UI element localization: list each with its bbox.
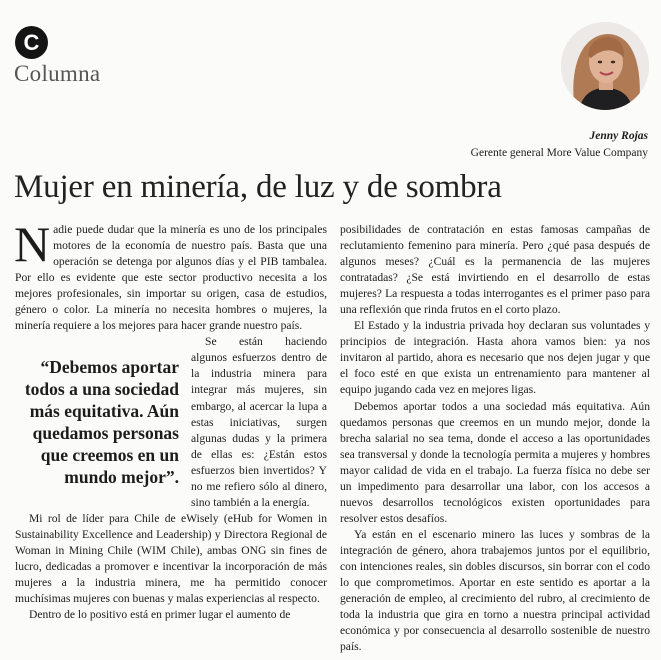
paragraph [14, 216, 327, 334]
paragraph: Mi rol de líder para Chile de eWisely (eHub for Women in Sustainability Excellence and Leadership) y Directora Regional de Woman in Mining Chile (WIM Chile), ambas ONG sin fines de lucro, dedicadas a promover e incentivar la incorporación de más mujeres a la industria minera, me ha permitido conocer muchísimas mujeres con buenas y malas experiencias al respecto. [15, 511, 327, 606]
paragraph: Ya están en el escenario minero las luces y sombras de la integración de género, ahora trabajemos juntos por el equilibrio, con intenciones reales, sin dobles discursos, sin borrar con el codo lo que comprometimos. Aportar en este sentido es aportar a la generación de empleo, al crecimiento del rubro, al crecimiento de toda la industria que gira en torno a nuestra principal actividad económica y por consecuencia al desarrollo sostenible de nuestro país. [340, 527, 650, 654]
paragraph: Debemos aportar todos a una sociedad más equitativa. Aún quedamos personas que creemos en un mundo mejor, donde la brecha salarial no sea tema, donde el acceso a las oportunidades sea transversal y donde la tecnología permita a mujeres y hombres mayor calidad de vida en el trabajo. La fuerza física no debe ser un impedimento para desarrollar una labor, con los accesos a nuevos desarrollos tecnológicos existen oportunidades para resolver estos desafíos. [340, 399, 650, 525]
paragraph: Se están haciendo algunos esfuerzos dentro de la industria minera para integrar más mujeres, sin embargo, al acercar la lupa a estas iniciativas, surgen algunas dudas y la primera de ellas es: ¿Están estos esfuerzos bien invertidos? Y no me refiero sólo al dinero, sino también a la energía. [191, 335, 327, 509]
paragraph: Dentro de lo positivo está en primer lugar el aumento de [29, 608, 291, 622]
author-portrait-icon [561, 22, 649, 110]
paragraph: El Estado y la industria privada hoy declaran sus voluntades y principios de integración. Hasta ahora vamos bien: ya nos invitaron al partido, ahora es necesario que nos dejen jugar y que el foco esté en que exista un entrenamiento para mantener al equipo jugando cada vez en mejores ligas. [340, 319, 650, 397]
paragraph-text: adie puede dudar que la minería es uno de los principales motores de la economía de nuestro país. Basta que una operación se detenga por algunos días y el PIB tambalea. Por ello es evidente que este sector productivo necesita a los mejores profesionales, sin importar su origen, casa de estudios, género o color. La minería no necesita hombres o mujeres, la minería requiere a los mejores para hacer grande nuestro país. [15, 223, 327, 333]
paragraph: posibilidades de contratación en estas famosas campañas de reclutamiento femenino para minería. Pero ¿qué pasa después de algunos meses? ¿Cuál es la permanencia de las mujeres contratadas? ¿Se está invirtiendo en el desarrollo de estas mujeres? La respuesta a todas interrogantes es el primer paso para una reflexión que rinda frutos en el corto plazo. [340, 223, 650, 317]
author-name: Jenny Rojas [589, 130, 648, 142]
drop-cap: N [14, 216, 51, 272]
article-column-left [14, 216, 327, 623]
section-label: Columna [14, 61, 101, 86]
author-title: Gerente general More Value Company [470, 147, 648, 159]
author-block [471, 128, 648, 162]
column-logo: C [15, 26, 48, 59]
pull-quote: “Debemos aportar todos a una sociedad más equitativa. Aún quedamos personas que creemos en un mundo mejor”. [24, 357, 179, 488]
article-headline: Mujer en minería, de luz y de sombra [14, 169, 502, 205]
author-avatar [561, 22, 649, 110]
article-column-right [340, 222, 650, 655]
